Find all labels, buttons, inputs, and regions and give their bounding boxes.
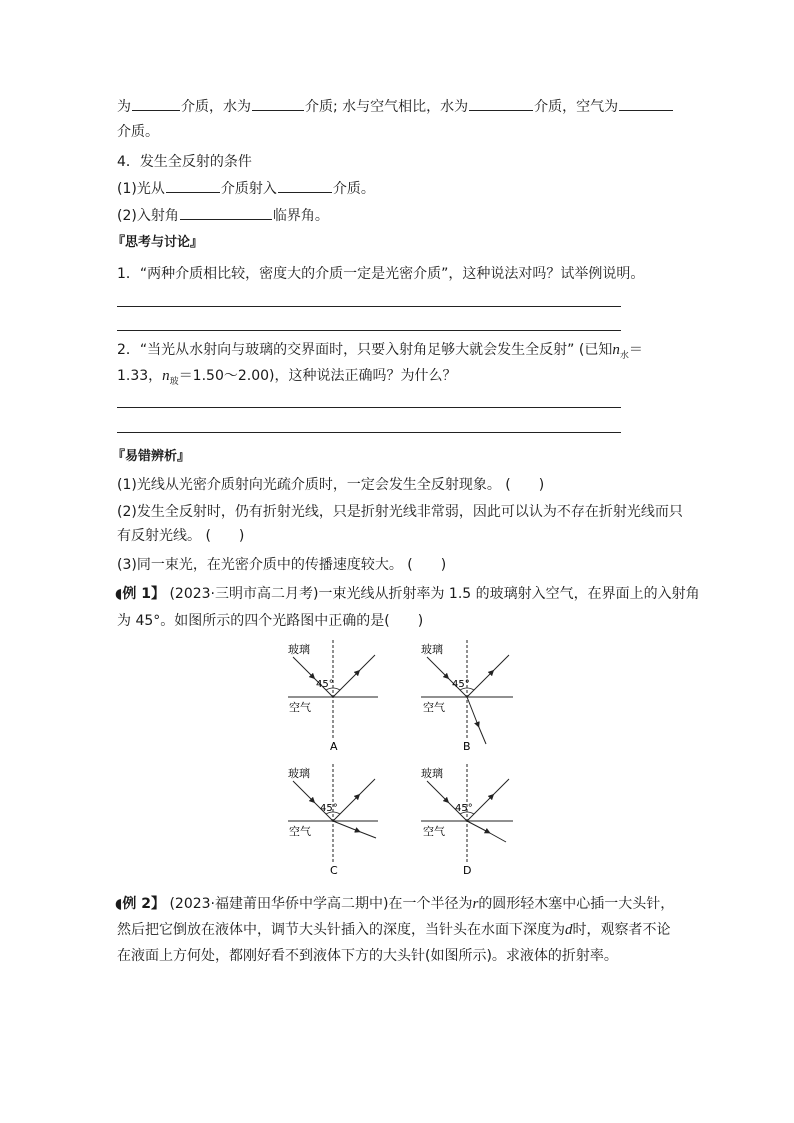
error-1: (1)光线从光密介质射向光疏介质时，一定会发生全反射现象。 ( ) [117,477,545,493]
glass-label: 玻璃 [421,767,443,780]
blank [252,96,304,111]
subscript: 玻 [169,376,179,387]
text: (2023·福建莆田华侨中学高二期中)在一个半径为 [165,896,473,912]
text: 介质，空气为 [534,99,619,115]
text: (2023·三明市高二月考)一束光线从折射率为 1.5 的玻璃射入空气，在界面上的入射角 [165,586,700,602]
error-2-line1: (2)发生全反射时，仍有折射光线，只是折射光线非常弱，因此可以认为不存在折射光线而只 [117,504,683,520]
diagram-b [421,640,513,753]
blank [166,178,220,193]
text: 介质射入 [220,181,277,197]
answer-line [117,432,621,433]
text: ＝ [628,342,643,358]
example-tag [115,586,165,602]
subscript: 水 [619,350,629,361]
condition-2 [117,205,329,226]
air-label: 空气 [289,701,311,714]
example-2-line2 [117,920,671,940]
answer-line [117,306,621,307]
bracket-icon: ◖ [115,586,123,602]
text: 临界角。 [272,208,329,224]
text: 介质。 [332,181,375,197]
glass-label: 玻璃 [288,643,310,656]
errors-heading: 『易错辨析』 [112,449,191,464]
example-1-line2: 为 45°。如图所示的四个光路图中正确的是( ) [117,613,424,629]
bracket-icon: ◖ [115,896,123,912]
text: (2)入射角 [117,208,179,224]
diagram-a [288,640,378,753]
diagram-label: D [463,864,472,877]
text: 1.33， [117,368,163,384]
symbol-d: d [565,922,573,938]
section-title: 4．发生全反射的条件 [117,154,252,170]
blank [132,96,180,111]
error-3: (3)同一束光，在光密介质中的传播速度较大。 ( ) [117,557,447,573]
example-1-line1 [115,584,700,604]
light-path-figure [0,640,794,877]
blank [619,96,673,111]
blank [278,178,332,193]
text: (1)光从 [117,181,165,197]
angle-label: 45° [452,679,470,690]
text: 介质; 水与空气相比，水为 [305,99,469,115]
answer-line [117,330,621,331]
example-2-line3: 在液面上方何处，都刚好看不到液体下方的大头针(如图所示)。求液体的折射率。 [117,948,618,964]
text: 例 2】 [122,896,166,912]
blank [180,205,272,220]
diagram-label: A [330,740,338,753]
condition-1 [117,178,375,199]
diagram-d [421,764,513,877]
angle-label: 45° [316,679,334,690]
think-q2-line2 [117,366,457,392]
air-label: 空气 [423,701,445,714]
text: 介质，水为 [181,99,251,115]
example-tag [115,896,165,912]
think-q2-line1 [117,340,643,366]
answer-line [117,407,621,408]
symbol-r: r [472,896,479,912]
think-heading: 『思考与讨论』 [112,235,204,250]
symbol-n: n [612,342,620,358]
diagram-c [288,764,378,877]
glass-label: 玻璃 [288,767,310,780]
think-q1: 1．“两种介质相比较，密度大的介质一定是光密介质”，这种说法对吗？试举例说明。 [117,266,645,282]
text: 2．“当光从水射向与玻璃的交界面时，只要入射角足够大就会发生全反射” (已知 [117,342,613,358]
angle-label: 45° [455,803,473,814]
intro-line-2 [117,122,159,142]
text: 例 1】 [122,586,166,602]
air-label: 空气 [289,825,311,838]
diagram-label: B [463,740,471,753]
text: ＝1.50～2.00)，这种说法正确吗？为什么？ [178,368,457,384]
text: 然后把它倒放在液体中，调节大头针插入的深度，当针头在水面下深度为 [117,922,565,938]
air-label: 空气 [423,825,445,838]
error-2-line2: 有反射光线。 ( ) [117,528,245,544]
blank [469,96,533,111]
intro-line-1 [117,96,674,117]
example-2-line1 [115,894,674,914]
angle-label: 45° [320,803,338,814]
diagram-label: C [330,864,338,877]
text: 介质。 [117,124,159,140]
text: 时，观察者不论 [572,922,671,938]
text: 的圆形轻木塞中心插一大头针， [478,896,675,912]
text: 为 [117,99,131,115]
glass-label: 玻璃 [421,643,443,656]
symbol-n: n [162,368,170,384]
